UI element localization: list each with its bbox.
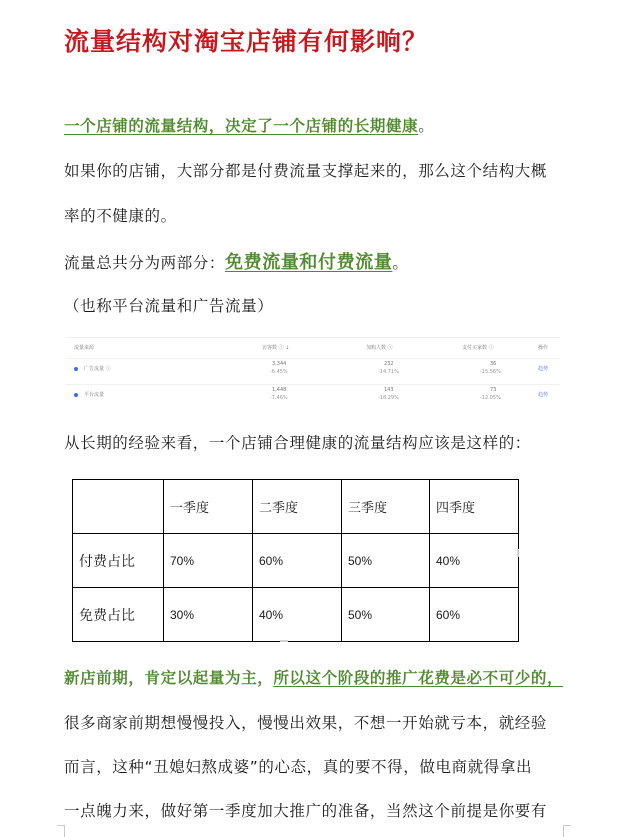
mini-row-v2: 232 (384, 361, 394, 367)
cell-paid-q3: 50% (342, 534, 430, 588)
mini-header-source: 流量来源 (74, 345, 95, 351)
cell-free-q3: 50% (342, 588, 430, 642)
mini-row-c3: -12.05% (480, 395, 501, 401)
table-header-q1: 一季度 (164, 480, 253, 534)
mini-row-name: 广告流量 ⓘ (84, 366, 111, 372)
table-header-q4: 四季度 (430, 480, 519, 534)
table-resize-handle[interactable] (280, 640, 288, 642)
page-corner-mark (563, 825, 564, 837)
mini-row-name: 平台流量 (84, 392, 105, 398)
page-corner-mark (64, 825, 65, 837)
dot-icon (74, 393, 78, 397)
cell-paid-q2: 60% (253, 534, 342, 588)
page-title: 流量结构对淘宝店铺有何影响？ (64, 27, 429, 56)
mini-header-buyers: 支付买家数 ⓘ (462, 345, 494, 351)
mini-row-c2: -14.71% (378, 369, 399, 375)
para2-end: 。 (392, 254, 409, 272)
mini-row-v3: 36 (490, 361, 497, 367)
para3: （也称平台流量和广告流量） (64, 297, 274, 315)
mini-header-cart: 加购人数 ⓘ (366, 345, 393, 351)
mini-header-visitors: 访客数 ⓘ ⇣ (262, 345, 290, 351)
cell-paid-q4: 40% (430, 534, 519, 588)
para4: 从长期的经验来看，一个店铺合理健康的流量结构应该是这样的： (64, 434, 531, 452)
para2-highlight: 免费流量和付费流量 (225, 252, 393, 273)
para6-line2: 而言，这种“丑媳妇熬成婆”的心态，真的要不得，做电商就得拿出 (64, 758, 533, 776)
quarter-table (72, 479, 519, 642)
table-resize-handle[interactable] (517, 549, 519, 557)
mini-trend-link[interactable]: 趋势 (538, 392, 549, 398)
table-header-q2: 二季度 (253, 480, 342, 534)
mini-header (66, 344, 560, 354)
para2-line (64, 253, 409, 273)
mini-row-v3: 73 (490, 387, 497, 393)
dot-icon (74, 367, 78, 371)
mini-row-v1: 1,448 (272, 387, 287, 393)
para2-prefix: 流量总共分为两部分： (64, 254, 226, 272)
mini-header-action: 操作 (538, 345, 549, 351)
para1-line2: 率的不健康的。 (64, 207, 177, 225)
row-label-free: 免费占比 (73, 588, 164, 642)
mini-row-c1: -7.46% (270, 395, 288, 401)
table-header-q3: 三季度 (342, 480, 430, 534)
para5-b: 所以这个阶段的推广花费是必不可少的， (273, 669, 564, 687)
mini-row (66, 358, 560, 379)
table-row (73, 588, 519, 642)
heading-end: 。 (418, 117, 435, 135)
mini-trend-link[interactable]: 趋势 (538, 366, 549, 372)
cell-free-q2: 40% (253, 588, 342, 642)
table-corner (73, 480, 164, 534)
para6-line1: 很多商家前期想慢慢投入，慢慢出效果，不想一开始就亏本，就经验 (64, 714, 548, 732)
heading-underlined: 一个店铺的流量结构，决定了一个店铺的长期健康 (64, 117, 419, 135)
para5-a: 新店前期，肯定以起量为主， (64, 669, 274, 687)
para1-line1: 如果你的店铺，大部分都是付费流量支撑起来的，那么这个结构大概 (64, 162, 548, 180)
row-label-paid: 付费占比 (73, 534, 164, 588)
mini-row-c3: -15.56% (480, 369, 501, 375)
heading-line (64, 116, 434, 136)
para6-line3: 一点魄力来，做好第一季度加大推广的准备，当然这个前提是你要有 (64, 802, 548, 820)
mini-row-v1: 3,344 (272, 361, 287, 367)
cell-paid-q1: 70% (164, 534, 253, 588)
page-corner-mark (563, 825, 571, 826)
cell-free-q4: 60% (430, 588, 519, 642)
table-header-row (73, 480, 519, 534)
mini-row (66, 384, 560, 405)
mini-row-c1: -6.45% (270, 369, 288, 375)
mini-row-v2: 143 (384, 387, 394, 393)
mini-row-c2: -18.29% (378, 395, 399, 401)
table-row (73, 534, 519, 588)
cell-free-q1: 30% (164, 588, 253, 642)
para5-line (64, 668, 563, 688)
traffic-screenshot (66, 337, 560, 410)
